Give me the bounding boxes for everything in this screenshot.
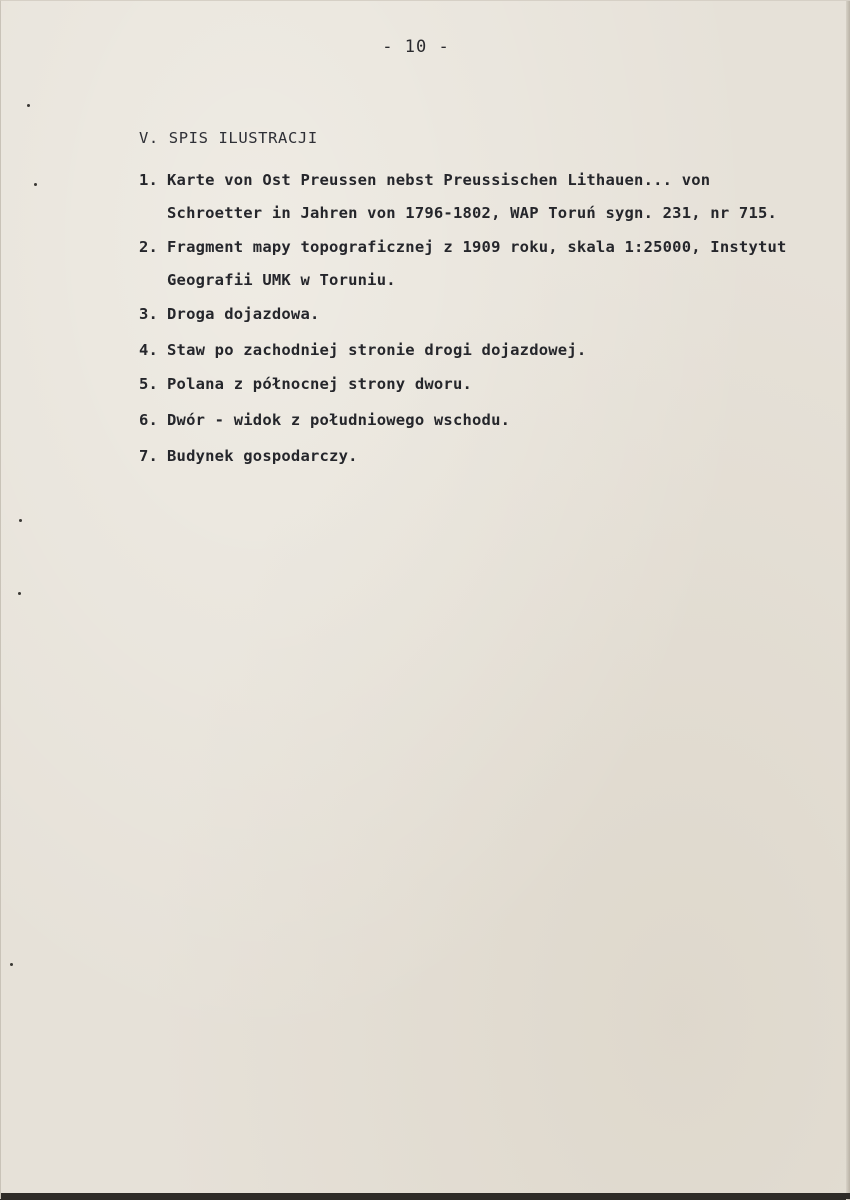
page-bottom-edge	[1, 1193, 850, 1199]
list-item	[139, 305, 320, 323]
list-item-text: Dwór - widok z południowego wschodu.	[167, 411, 511, 429]
list-item-number: 6.	[139, 411, 159, 429]
list-item-continuation: Schroetter in Jahren von 1796-1802, WAP Toruń sygn. 231, nr 715.	[167, 204, 778, 222]
list-item-text: Droga dojazdowa.	[167, 305, 320, 323]
scan-speck	[18, 592, 21, 595]
section-heading: V. SPIS ILUSTRACJI	[139, 129, 318, 147]
list-item-number: 4.	[139, 341, 159, 359]
list-item-text: Budynek gospodarczy.	[167, 447, 358, 465]
list-item-number: 2.	[139, 238, 159, 256]
list-item-text: Polana z północnej strony dworu.	[167, 375, 473, 393]
scan-speck	[10, 963, 13, 966]
page-edge-shadow	[846, 1, 850, 1200]
list-item-number: 7.	[139, 447, 159, 465]
list-item-text: Staw po zachodniej stronie drogi dojazdowej.	[167, 341, 587, 359]
list-item	[139, 341, 586, 359]
list-item	[139, 447, 358, 465]
list-item-text: Karte von Ost Preussen nebst Preussischen Lithauen... von	[167, 171, 711, 189]
scan-speck	[34, 183, 37, 186]
scan-speck	[19, 519, 22, 522]
list-item	[139, 238, 787, 256]
list-item	[139, 375, 472, 393]
list-item-number: 1.	[139, 171, 159, 189]
list-item-number: 5.	[139, 375, 159, 393]
list-item	[139, 411, 510, 429]
list-item-text: Fragment mapy topograficznej z 1909 roku, skala 1:25000, Instytut	[167, 238, 787, 256]
list-item-continuation: Geografii UMK w Toruniu.	[167, 271, 396, 289]
list-item-number: 3.	[139, 305, 159, 323]
scan-speck	[27, 104, 30, 107]
page-number: - 10 -	[382, 37, 450, 57]
list-item	[139, 171, 710, 189]
